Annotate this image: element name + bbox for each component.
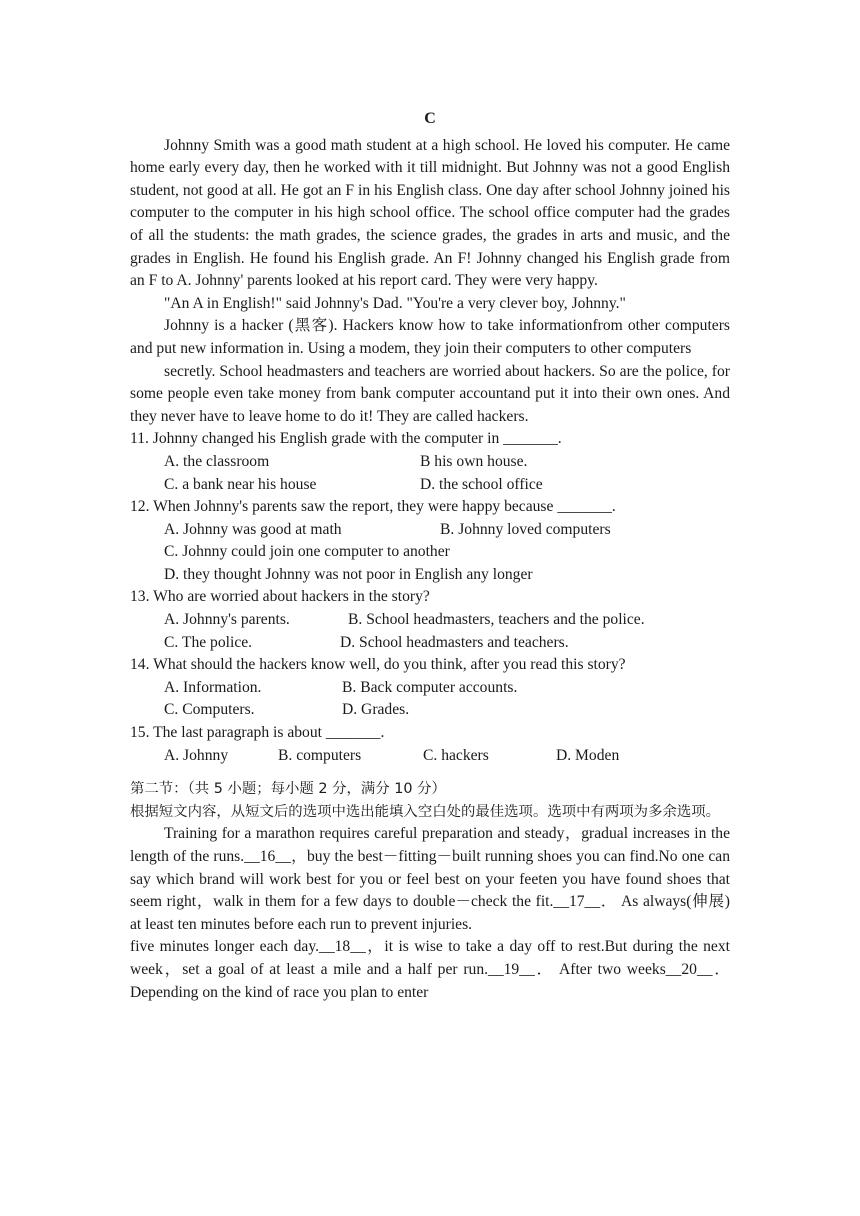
passage-paragraph: "An A in English!" said Johnny's Dad. "You're a very clever boy, Johnny." bbox=[164, 294, 626, 312]
options-row bbox=[130, 541, 730, 564]
options-row bbox=[130, 632, 730, 655]
options-row bbox=[130, 699, 730, 722]
answer-option: A. Information. bbox=[164, 678, 262, 696]
passage-paragraph: Training for a marathon requires careful preparation and steady，gradual increases in the length of the runs.__16__，buy the best－fitting－built running shoes you can find.No one can say which brand will work best for you or feel best on your feeten you have found shoes that seem right，walk in them for a few days to double－check the fit.__17__． As always(伸展) at least ten minutes before each run to prevent injuries. bbox=[130, 825, 730, 933]
question-stem: 12. When Johnny's parents saw the report, they were happy because _______. bbox=[130, 498, 616, 516]
passage-paragraph: five minutes longer each day.__18__，it is wise to take a day off to rest.But during the next week，set a goal of at least a mile and a half per run.__19__． After two weeks__20__． Depending on the kind of race you plan to enter bbox=[130, 938, 730, 1001]
passage-paragraph: secretly. School headmasters and teachers are worried about hackers. So are the police, for some people even take money from bank computer accountand put it into their own ones. And they never have to leave home to do it! They are called hackers. bbox=[130, 362, 730, 425]
options-row bbox=[130, 451, 730, 474]
passage-paragraph: Johnny is a hacker (黑客). Hackers know how to take informationfrom other computers and put new information in. Using a modem, they join their computers to other computers bbox=[130, 317, 730, 357]
answer-option: B. Johnny loved computers bbox=[440, 520, 611, 538]
answer-option: B. School headmasters, teachers and the police. bbox=[348, 611, 645, 629]
answer-option: B his own house. bbox=[420, 452, 528, 470]
answer-option: A. Johnny bbox=[164, 746, 229, 764]
answer-option: A. Johnny's parents. bbox=[164, 611, 290, 629]
section-title: 第二节：（共 5 小题；每小题 2 分，满分 10 分） bbox=[130, 781, 446, 798]
question-stem: 15. The last paragraph is about _______. bbox=[130, 724, 385, 742]
options-row bbox=[130, 474, 730, 497]
answer-option: B. computers bbox=[278, 746, 362, 764]
section-heading: C bbox=[424, 110, 436, 127]
options-row bbox=[130, 745, 730, 768]
options-row bbox=[130, 519, 730, 542]
answer-option: C. hackers bbox=[423, 746, 489, 764]
options-row bbox=[130, 609, 730, 632]
answer-option: C. The police. bbox=[164, 633, 253, 651]
answer-option: D. Moden bbox=[556, 746, 620, 764]
answer-option: D. they thought Johnny was not poor in English any longer bbox=[164, 565, 533, 583]
question-stem: 14. What should the hackers know well, do you think, after you read this story? bbox=[130, 656, 626, 674]
answer-option: D. School headmasters and teachers. bbox=[340, 633, 569, 651]
options-row bbox=[130, 564, 730, 587]
document-page bbox=[130, 108, 730, 1004]
answer-option: B. Back computer accounts. bbox=[342, 678, 518, 696]
options-row bbox=[130, 677, 730, 700]
answer-option: C. Johnny could join one computer to another bbox=[164, 543, 450, 561]
answer-option: A. the classroom bbox=[164, 452, 270, 470]
passage-paragraph: Johnny Smith was a good math student at a high school. He loved his computer. He came home early every day, then he worked with it till midnight. But Johnny was not a good English student, not good at all. He got an F in his English class. One day after school Johnny joined his computer to the computer in his high school office. The school office computer had the grades of all the students: the math grades, the science grades, the grades in arts and music, and the grades in English. He found his English grade. An F! Johnny changed his English grade from an F to A. Johnny' parents looked at his report card. They were very happy. bbox=[130, 136, 730, 290]
answer-option: C. Computers. bbox=[164, 701, 255, 719]
answer-option: D. the school office bbox=[420, 475, 543, 493]
answer-option: D. Grades. bbox=[342, 701, 410, 719]
question-stem: 11. Johnny changed his English grade with the computer in _______. bbox=[130, 430, 562, 448]
section-instruction: 根据短文内容，从短文后的选项中选出能填入空白处的最佳选项。选项中有两项为多余选项。 bbox=[130, 803, 721, 820]
answer-option: A. Johnny was good at math bbox=[164, 520, 342, 538]
answer-option: C. a bank near his house bbox=[164, 475, 317, 493]
question-stem: 13. Who are worried about hackers in the story? bbox=[130, 588, 430, 606]
